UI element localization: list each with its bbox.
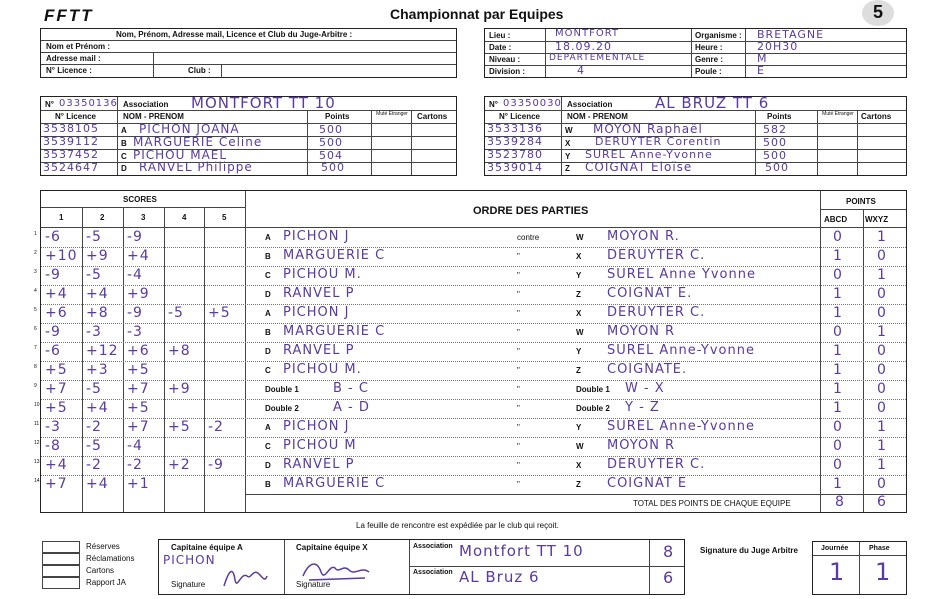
captain-a-label: Capitaine équipe A (171, 543, 243, 552)
set-score: -5 (86, 381, 102, 397)
game-row (34, 418, 906, 437)
player-a-name: PICHON J (283, 305, 350, 320)
game-number: 14 (34, 478, 40, 484)
player-a-letter: Double 2 (265, 404, 299, 413)
team-a-player-b: MARGUERIE Celine (133, 135, 263, 149)
game-row (34, 399, 906, 418)
judge-mail-label: Adresse mail : (46, 54, 101, 63)
game-row (34, 361, 906, 380)
result-wxyz: 1 (877, 419, 887, 435)
player-a-name: PICHOU M. (283, 362, 362, 377)
check-cartons-label: Cartons (86, 566, 115, 575)
game-row (34, 380, 906, 399)
checkbox-reclamations[interactable] (42, 553, 80, 565)
team-x-player-z: COIGNAT Eloïse (585, 160, 693, 174)
versus-label: " (517, 290, 520, 299)
team-x-licence-z: 3539014 (487, 161, 543, 174)
game-number: 9 (34, 383, 37, 389)
game-number: 8 (34, 364, 37, 370)
scores-title: SCORES (123, 195, 157, 204)
player-a-letter: B (265, 328, 271, 337)
set-score: +5 (45, 362, 68, 378)
organisme-value: BRETAGNE (757, 28, 825, 41)
check-rapport-label: Rapport JA (86, 578, 127, 587)
player-a-letter: C (265, 271, 271, 280)
result-abcd: 0 (833, 267, 843, 283)
team-x-licence-y: 3523780 (487, 148, 543, 161)
team-a-points-a: 500 (319, 123, 343, 136)
set-score: -9 (127, 305, 143, 321)
result-abcd: 1 (833, 476, 843, 492)
team-x-player-w: MOYON Raphaël (593, 122, 703, 136)
team-x-licence-w: 3533136 (487, 122, 543, 135)
result-abcd: 1 (833, 400, 843, 416)
total-a: 8 (835, 494, 845, 510)
set-score: +5 (45, 400, 68, 416)
set-score: +4 (127, 248, 150, 264)
player-x-letter: Y (576, 347, 582, 356)
team-x-player-x: DERUYTER Corentin (595, 135, 722, 148)
game-number: 13 (34, 459, 40, 465)
division-value: 4 (577, 64, 585, 77)
result-wxyz: 1 (877, 438, 887, 454)
game-row (34, 228, 906, 247)
result-wxyz: 1 (877, 457, 887, 473)
player-a-letter: B (265, 252, 271, 261)
team-a-licence-b: 3539112 (43, 135, 99, 148)
player-a-name: PICHON J (283, 229, 350, 244)
player-a-letter: A (265, 309, 271, 318)
set-score: -6 (45, 343, 61, 359)
result-abcd: 1 (833, 343, 843, 359)
set-score: -9 (208, 457, 224, 473)
set-score: +12 (86, 343, 119, 359)
captains-box (158, 539, 685, 595)
game-number: 11 (34, 421, 40, 427)
set-score: +9 (168, 381, 191, 397)
game-row (34, 304, 906, 323)
set-score: +5 (127, 362, 150, 378)
heure-label: Heure : (695, 43, 723, 52)
team-x-assoc-label: Association (567, 100, 613, 109)
player-x-name: COIGNAT E. (607, 286, 693, 301)
versus-label: " (517, 480, 520, 489)
versus-label: " (517, 404, 520, 413)
poule-value: E (757, 64, 765, 77)
assoc-x-label: Association (413, 569, 453, 576)
team-a-mute-col: Muté Etranger (376, 111, 408, 117)
game-number: 5 (34, 307, 37, 313)
game-number: 7 (34, 345, 37, 351)
set-score: -8 (45, 438, 61, 454)
checkbox-cartons[interactable] (42, 565, 80, 577)
set-score: -3 (86, 324, 102, 340)
player-a-name: A - D (333, 400, 370, 415)
set-score: +8 (168, 343, 191, 359)
set-score: +5 (168, 419, 191, 435)
versus-label: contre (517, 233, 540, 242)
result-wxyz: 0 (877, 400, 887, 416)
wxyz-header: WXYZ (865, 215, 889, 224)
player-a-letter: A (265, 233, 271, 242)
captain-x-signature (299, 556, 379, 586)
captain-x-label: Capitaine équipe X (296, 543, 368, 552)
journee-label: Journée (821, 545, 849, 552)
captain-a-signature (219, 562, 269, 592)
player-x-name: DERUYTER C. (607, 305, 706, 320)
game-number: 12 (34, 440, 40, 446)
set-score: +9 (86, 248, 109, 264)
check-reserves-label: Réserves (86, 542, 120, 551)
games-table (34, 190, 907, 513)
date-label: Date : (489, 43, 512, 52)
result-wxyz: 1 (877, 229, 887, 245)
set-score: +4 (45, 457, 68, 473)
set-4-header: 4 (182, 213, 187, 222)
journee-phase-box (812, 541, 907, 595)
team-a-points-col: Points (325, 112, 350, 121)
judge-caption: Nom, Prénom, Adresse mail, Licence et Club du Juge-Arbitre : (116, 30, 353, 39)
judge-licence-label: N° Licence : (46, 66, 92, 75)
result-abcd: 0 (833, 457, 843, 473)
team-x-box (484, 96, 907, 176)
set-score: +3 (86, 362, 109, 378)
team-a-player-a: PICHON JOANA (139, 122, 240, 136)
result-abcd: 0 (833, 229, 843, 245)
player-a-name: RANVEL P (283, 457, 355, 472)
judge-name-label: Nom et Prénom : (46, 42, 111, 51)
player-x-name: SUREL Anne-Yvonne (607, 343, 755, 358)
assoc-a-label: Association (413, 543, 453, 550)
game-row (34, 323, 906, 342)
team-x-number: 03350030 (503, 98, 562, 109)
set-score: -9 (127, 229, 143, 245)
versus-label: " (517, 442, 520, 451)
player-x-letter: W (576, 442, 584, 451)
set-score: +2 (168, 457, 191, 473)
captain-x-signature-label: Signature (296, 580, 331, 589)
genre-value: M (757, 52, 768, 65)
result-wxyz: 0 (877, 362, 887, 378)
versus-label: " (517, 461, 520, 470)
game-number: 10 (34, 402, 40, 408)
captain-a-name: PICHON (163, 553, 216, 567)
player-x-name: COIGNATE. (607, 362, 688, 377)
player-a-letter: D (265, 290, 271, 299)
team-a-player-c: PICHOU MAEL (133, 148, 228, 162)
organisme-label: Organisme : (695, 31, 742, 40)
game-number: 6 (34, 326, 37, 332)
set-score: +10 (45, 248, 78, 264)
result-abcd: 1 (833, 305, 843, 321)
team-a-letter-a: A (121, 126, 127, 135)
set-score: -4 (127, 438, 143, 454)
set-score: -4 (127, 267, 143, 283)
team-a-licence-d: 3524647 (43, 161, 99, 174)
player-x-name: MOYON R. (607, 229, 680, 244)
set-score: -3 (45, 419, 61, 435)
player-a-name: MARGUERIE C (283, 248, 386, 263)
player-a-name: B - C (333, 381, 369, 396)
player-a-letter: A (265, 423, 271, 432)
points-title: POINTS (846, 197, 876, 206)
assoc-a-value: Montfort TT 10 (459, 542, 584, 560)
set-score: -2 (127, 457, 143, 473)
phase-value: 1 (875, 558, 892, 586)
team-a-letter-b: B (121, 139, 127, 148)
team-x-mute-col: Muté Etranger (822, 111, 854, 117)
check-reclamations-label: Réclamations (86, 554, 135, 563)
set-score: -2 (86, 419, 102, 435)
versus-label: " (517, 385, 520, 394)
team-x-name-col: NOM - PRENOM (567, 112, 628, 121)
player-x-name: DERUYTER C. (607, 457, 706, 472)
result-abcd: 1 (833, 248, 843, 264)
player-x-name: Y - Z (625, 400, 660, 415)
team-a-name: MONTFORT TT 10 (191, 94, 336, 112)
set-score: -6 (45, 229, 61, 245)
player-a-letter: D (265, 461, 271, 470)
player-x-name: MOYON R (607, 324, 676, 339)
phase-label: Phase (869, 545, 890, 552)
set-score: -5 (168, 305, 184, 321)
set-score: +1 (127, 476, 150, 492)
team-a-points-c: 504 (319, 149, 343, 162)
set-score: +7 (127, 419, 150, 435)
set-score: +4 (45, 286, 68, 302)
game-row (34, 342, 906, 361)
player-x-name: SUREL Anne-Yvonne (607, 419, 755, 434)
set-score: -9 (45, 267, 61, 283)
result-wxyz: 1 (877, 324, 887, 340)
team-x-cartons-col: Cartons (861, 112, 892, 121)
player-a-name: MARGUERIE C (283, 324, 386, 339)
page-title: Championnat par Equipes (390, 6, 564, 22)
player-x-letter: W (576, 328, 584, 337)
journee-value: 1 (829, 558, 846, 586)
player-x-name: W - X (625, 381, 665, 396)
versus-label: " (517, 271, 520, 280)
result-abcd: 1 (833, 286, 843, 302)
game-number: 3 (34, 269, 37, 275)
team-x-points-x: 500 (763, 136, 787, 149)
result-wxyz: 0 (877, 305, 887, 321)
set-score: -3 (127, 324, 143, 340)
game-rows (34, 228, 906, 494)
versus-label: " (517, 309, 520, 318)
set-score: -5 (86, 229, 102, 245)
set-score: +6 (45, 305, 68, 321)
result-abcd: 0 (833, 419, 843, 435)
date-value: 18.09.20 (555, 40, 612, 53)
total-x: 6 (877, 494, 887, 510)
poule-label: Poule : (695, 67, 722, 76)
team-a-name-col: NOM - PRENOM (123, 112, 184, 121)
team-a-points-b: 500 (319, 136, 343, 149)
game-row (34, 266, 906, 285)
player-x-letter: Y (576, 271, 582, 280)
team-x-points-w: 582 (763, 123, 787, 136)
team-x-licence-x: 3539284 (487, 135, 543, 148)
player-a-name: PICHOU M (283, 438, 357, 453)
set-2-header: 2 (100, 213, 105, 222)
game-row (34, 285, 906, 304)
player-a-name: PICHON J (283, 419, 350, 434)
player-x-name: SUREL Anne Yvonne (607, 267, 756, 282)
player-x-letter: Z (576, 366, 581, 375)
team-x-letter-z: Z (565, 164, 570, 173)
game-number: 4 (34, 288, 37, 294)
game-row (34, 437, 906, 456)
result-wxyz: 0 (877, 286, 887, 302)
set-score: +5 (127, 400, 150, 416)
score-a: 8 (663, 542, 675, 561)
player-x-letter: Y (576, 423, 582, 432)
team-x-licence-col: N° Licence (499, 112, 540, 121)
player-x-letter: Z (576, 480, 581, 489)
result-abcd: 1 (833, 362, 843, 378)
total-label: TOTAL DES POINTS DE CHAQUE EQUIPE (633, 499, 791, 508)
game-row (34, 456, 906, 475)
player-x-letter: X (576, 309, 582, 318)
game-row (34, 475, 906, 494)
set-score: -2 (208, 419, 224, 435)
checkbox-rapport[interactable] (42, 577, 80, 589)
player-x-name: MOYON R (607, 438, 676, 453)
set-score: -2 (86, 457, 102, 473)
set-5-header: 5 (222, 213, 227, 222)
niveau-value: DEPARTEMENTALE (549, 53, 646, 63)
match-info-box (484, 28, 907, 78)
result-wxyz: 0 (877, 381, 887, 397)
player-a-letter: C (265, 366, 271, 375)
captain-a-signature-label: Signature (171, 580, 206, 589)
set-1-header: 1 (59, 213, 64, 222)
set-score: +7 (45, 381, 68, 397)
set-score: +5 (208, 305, 231, 321)
result-abcd: 0 (833, 324, 843, 340)
set-score: -5 (86, 267, 102, 283)
set-score: +4 (86, 476, 109, 492)
player-a-name: RANVEL P (283, 286, 355, 301)
set-score: +7 (127, 381, 150, 397)
heure-value: 20H30 (757, 40, 799, 53)
player-x-name: DERUYTER C. (607, 248, 706, 263)
set-3-header: 3 (141, 213, 146, 222)
team-x-no-prefix: N° (489, 100, 498, 109)
result-abcd: 1 (833, 381, 843, 397)
team-a-player-d: RANVEL Philippe (139, 160, 253, 174)
player-a-name: MARGUERIE C (283, 476, 386, 491)
team-a-letter-d: D (121, 164, 127, 173)
team-a-licence-a: 3538105 (43, 122, 99, 135)
set-score: +4 (86, 400, 109, 416)
team-a-box (40, 96, 457, 176)
genre-label: Genre : (695, 55, 724, 64)
team-a-licence-col: N° Licence (55, 112, 96, 121)
team-x-points-y: 500 (763, 149, 787, 162)
player-x-letter: Double 1 (576, 385, 610, 394)
set-score: +7 (45, 476, 68, 492)
player-x-letter: Z (576, 290, 581, 299)
game-number: 2 (34, 250, 37, 256)
judge-signature-label: Signature du Juge Arbitre (700, 546, 798, 555)
player-x-letter: X (576, 461, 582, 470)
player-a-name: RANVEL P (283, 343, 355, 358)
abcd-header: ABCD (824, 215, 848, 224)
lieu-label: Lieu : (489, 31, 511, 40)
player-a-letter: D (265, 347, 271, 356)
set-score: -5 (86, 438, 102, 454)
set-score: +6 (127, 343, 150, 359)
team-a-points-d: 500 (321, 161, 345, 174)
result-wxyz: 0 (877, 343, 887, 359)
set-score: -9 (45, 324, 61, 340)
player-a-letter: C (265, 442, 271, 451)
set-score: +9 (127, 286, 150, 302)
set-score: +4 (86, 286, 109, 302)
result-wxyz: 0 (877, 476, 887, 492)
player-a-letter: B (265, 480, 271, 489)
player-a-letter: Double 1 (265, 385, 299, 394)
fftt-logo: FFTT (44, 6, 94, 25)
player-x-letter: W (576, 233, 584, 242)
order-title: ORDRE DES PARTIES (473, 205, 589, 217)
team-x-points-col: Points (767, 112, 792, 121)
result-wxyz: 0 (877, 248, 887, 264)
versus-label: " (517, 252, 520, 261)
checkbox-reserves[interactable] (42, 541, 80, 553)
game-number: 1 (34, 231, 37, 237)
versus-label: " (517, 347, 520, 356)
team-a-cartons-col: Cartons (417, 112, 448, 121)
niveau-label: Niveau : (489, 55, 521, 64)
versus-label: " (517, 423, 520, 432)
judge-box (40, 28, 457, 78)
result-wxyz: 1 (877, 267, 887, 283)
team-a-number: 03350136 (59, 98, 118, 109)
team-x-letter-w: W (565, 126, 573, 135)
set-score: +8 (86, 305, 109, 321)
footer-note: La feuille de rencontre est expédiée par le club qui reçoit. (356, 521, 559, 530)
team-x-letter-x: X (565, 139, 571, 148)
player-x-letter: X (576, 252, 582, 261)
team-a-licence-c: 3537452 (43, 148, 99, 161)
team-a-assoc-label: Association (123, 100, 169, 109)
versus-label: " (517, 366, 520, 375)
result-abcd: 0 (833, 438, 843, 454)
player-a-name: PICHOU M. (283, 267, 362, 282)
team-x-points-z: 500 (765, 161, 789, 174)
team-a-no-prefix: N° (45, 100, 54, 109)
score-x: 6 (663, 568, 675, 587)
badge-logo: 5 (862, 0, 894, 26)
team-a-letter-c: C (121, 152, 127, 161)
player-x-letter: Double 2 (576, 404, 610, 413)
assoc-x-value: AL Bruz 6 (459, 568, 540, 586)
versus-label: " (517, 328, 520, 337)
game-row (34, 247, 906, 266)
player-x-name: COIGNAT E (607, 476, 688, 491)
lieu-value: MONTFORT (555, 28, 620, 39)
team-x-letter-y: Y (565, 152, 571, 161)
team-x-player-y: SUREL Anne-Yvonne (585, 148, 713, 161)
judge-club-label: Club : (188, 66, 211, 75)
division-label: Division : (489, 67, 526, 76)
team-x-name: AL BRUZ TT 6 (655, 94, 770, 112)
